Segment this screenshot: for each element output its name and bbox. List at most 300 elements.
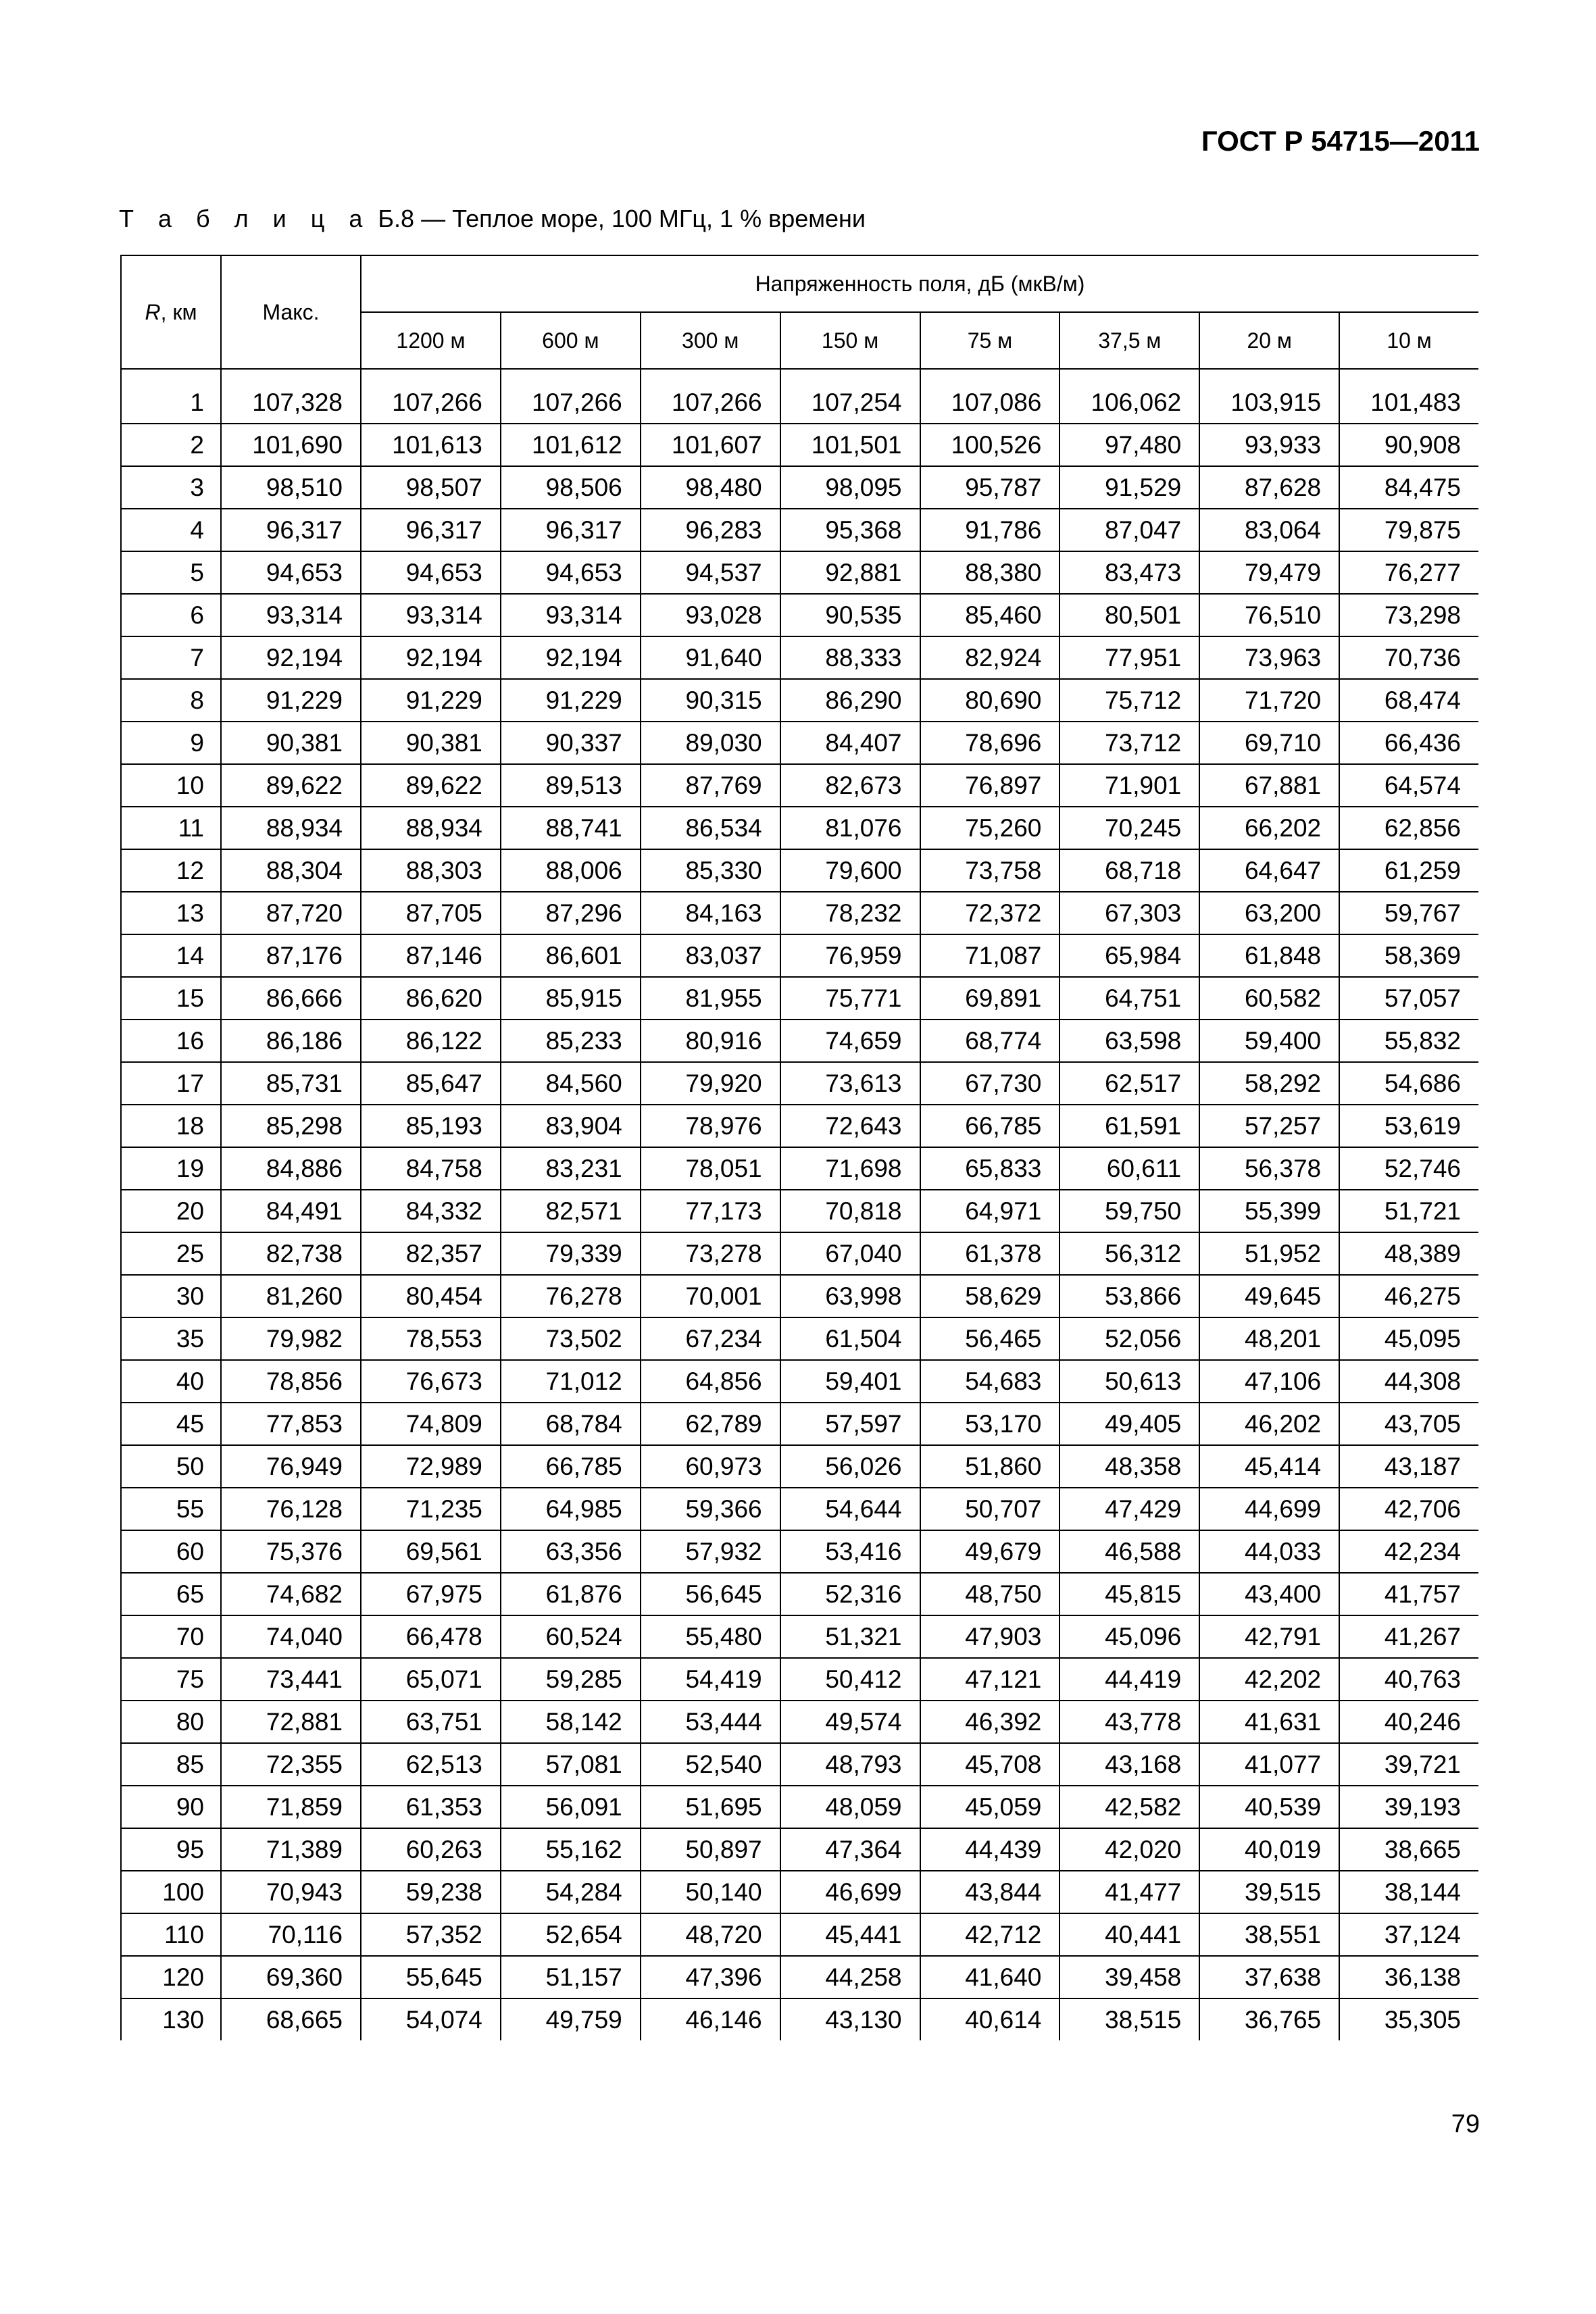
value-cell: 41,757 bbox=[1339, 1573, 1478, 1615]
value-cell: 39,458 bbox=[1059, 1956, 1199, 1998]
value-cell: 48,059 bbox=[780, 1786, 920, 1828]
table-row bbox=[121, 977, 1478, 1020]
value-cell: 90,381 bbox=[361, 722, 501, 764]
value-cell: 90,908 bbox=[1339, 424, 1478, 466]
value-cell: 83,064 bbox=[1199, 509, 1339, 551]
value-cell: 73,712 bbox=[1059, 722, 1199, 764]
value-cell: 48,389 bbox=[1339, 1232, 1478, 1275]
value-cell: 61,353 bbox=[361, 1786, 501, 1828]
value-cell: 58,369 bbox=[1339, 934, 1478, 977]
value-cell: 83,037 bbox=[641, 934, 780, 977]
value-cell: 47,106 bbox=[1199, 1360, 1339, 1403]
value-cell: 40,441 bbox=[1059, 1913, 1199, 1956]
value-cell: 101,613 bbox=[361, 424, 501, 466]
max-value-cell: 72,355 bbox=[221, 1743, 361, 1786]
value-cell: 66,785 bbox=[501, 1445, 641, 1488]
value-cell: 57,352 bbox=[361, 1913, 501, 1956]
value-cell: 72,643 bbox=[780, 1105, 920, 1147]
value-cell: 70,001 bbox=[641, 1275, 780, 1317]
max-value-cell: 84,491 bbox=[221, 1190, 361, 1232]
value-cell: 93,028 bbox=[641, 594, 780, 636]
distance-cell: 6 bbox=[121, 594, 221, 636]
max-value-cell: 82,738 bbox=[221, 1232, 361, 1275]
table-row bbox=[121, 1701, 1478, 1743]
distance-cell: 19 bbox=[121, 1147, 221, 1190]
max-value-cell: 88,934 bbox=[221, 807, 361, 849]
value-cell: 53,416 bbox=[780, 1530, 920, 1573]
table-row bbox=[121, 1275, 1478, 1317]
value-cell: 83,473 bbox=[1059, 551, 1199, 594]
value-cell: 82,924 bbox=[920, 636, 1060, 679]
caption-dash: — bbox=[421, 205, 446, 232]
value-cell: 93,933 bbox=[1199, 424, 1339, 466]
distance-cell: 13 bbox=[121, 892, 221, 934]
value-cell: 86,290 bbox=[780, 679, 920, 722]
header-height: 150 м bbox=[780, 312, 920, 369]
value-cell: 62,513 bbox=[361, 1743, 501, 1786]
value-cell: 43,705 bbox=[1339, 1403, 1478, 1445]
table-row bbox=[121, 679, 1478, 722]
max-value-cell: 70,116 bbox=[221, 1913, 361, 1956]
value-cell: 63,751 bbox=[361, 1701, 501, 1743]
value-cell: 64,985 bbox=[501, 1488, 641, 1530]
value-cell: 60,263 bbox=[361, 1828, 501, 1871]
value-cell: 53,866 bbox=[1059, 1275, 1199, 1317]
value-cell: 72,989 bbox=[361, 1445, 501, 1488]
value-cell: 73,298 bbox=[1339, 594, 1478, 636]
value-cell: 86,620 bbox=[361, 977, 501, 1020]
value-cell: 48,750 bbox=[920, 1573, 1060, 1615]
distance-cell: 4 bbox=[121, 509, 221, 551]
value-cell: 60,524 bbox=[501, 1615, 641, 1658]
max-value-cell: 86,666 bbox=[221, 977, 361, 1020]
distance-cell: 100 bbox=[121, 1871, 221, 1913]
value-cell: 79,479 bbox=[1199, 551, 1339, 594]
value-cell: 43,844 bbox=[920, 1871, 1060, 1913]
value-cell: 87,146 bbox=[361, 934, 501, 977]
value-cell: 88,303 bbox=[361, 849, 501, 892]
value-cell: 84,332 bbox=[361, 1190, 501, 1232]
distance-cell: 5 bbox=[121, 551, 221, 594]
table-row bbox=[121, 1913, 1478, 1956]
value-cell: 76,510 bbox=[1199, 594, 1339, 636]
value-cell: 84,163 bbox=[641, 892, 780, 934]
value-cell: 45,414 bbox=[1199, 1445, 1339, 1488]
value-cell: 56,026 bbox=[780, 1445, 920, 1488]
value-cell: 76,673 bbox=[361, 1360, 501, 1403]
value-cell: 38,665 bbox=[1339, 1828, 1478, 1871]
value-cell: 45,708 bbox=[920, 1743, 1060, 1786]
value-cell: 44,308 bbox=[1339, 1360, 1478, 1403]
value-cell: 45,096 bbox=[1059, 1615, 1199, 1658]
value-cell: 43,778 bbox=[1059, 1701, 1199, 1743]
value-cell: 41,631 bbox=[1199, 1701, 1339, 1743]
value-cell: 50,140 bbox=[641, 1871, 780, 1913]
max-value-cell: 70,943 bbox=[221, 1871, 361, 1913]
value-cell: 81,076 bbox=[780, 807, 920, 849]
value-cell: 39,515 bbox=[1199, 1871, 1339, 1913]
page-number: 79 bbox=[1451, 2110, 1480, 2138]
value-cell: 51,860 bbox=[920, 1445, 1060, 1488]
value-cell: 47,121 bbox=[920, 1658, 1060, 1701]
value-cell: 37,124 bbox=[1339, 1913, 1478, 1956]
value-cell: 67,303 bbox=[1059, 892, 1199, 934]
value-cell: 64,856 bbox=[641, 1360, 780, 1403]
value-cell: 39,721 bbox=[1339, 1743, 1478, 1786]
value-cell: 45,441 bbox=[780, 1913, 920, 1956]
table-row bbox=[121, 1445, 1478, 1488]
value-cell: 94,653 bbox=[501, 551, 641, 594]
value-cell: 44,258 bbox=[780, 1956, 920, 1998]
value-cell: 40,246 bbox=[1339, 1701, 1478, 1743]
value-cell: 76,897 bbox=[920, 764, 1060, 807]
table-row bbox=[121, 722, 1478, 764]
value-cell: 59,366 bbox=[641, 1488, 780, 1530]
value-cell: 96,317 bbox=[361, 509, 501, 551]
value-cell: 78,232 bbox=[780, 892, 920, 934]
value-cell: 39,193 bbox=[1339, 1786, 1478, 1828]
value-cell: 46,202 bbox=[1199, 1403, 1339, 1445]
value-cell: 89,513 bbox=[501, 764, 641, 807]
table-row bbox=[121, 764, 1478, 807]
value-cell: 56,378 bbox=[1199, 1147, 1339, 1190]
value-cell: 42,712 bbox=[920, 1913, 1060, 1956]
value-cell: 43,187 bbox=[1339, 1445, 1478, 1488]
value-cell: 73,613 bbox=[780, 1062, 920, 1105]
value-cell: 54,683 bbox=[920, 1360, 1060, 1403]
value-cell: 49,405 bbox=[1059, 1403, 1199, 1445]
value-cell: 50,897 bbox=[641, 1828, 780, 1871]
value-cell: 90,337 bbox=[501, 722, 641, 764]
value-cell: 51,321 bbox=[780, 1615, 920, 1658]
value-cell: 52,746 bbox=[1339, 1147, 1478, 1190]
value-cell: 56,465 bbox=[920, 1317, 1060, 1360]
value-cell: 44,419 bbox=[1059, 1658, 1199, 1701]
header-height: 10 м bbox=[1339, 312, 1478, 369]
value-cell: 67,881 bbox=[1199, 764, 1339, 807]
value-cell: 36,138 bbox=[1339, 1956, 1478, 1998]
value-cell: 66,478 bbox=[361, 1615, 501, 1658]
value-cell: 55,832 bbox=[1339, 1020, 1478, 1062]
header-height: 75 м bbox=[920, 312, 1060, 369]
value-cell: 58,292 bbox=[1199, 1062, 1339, 1105]
value-cell: 88,333 bbox=[780, 636, 920, 679]
value-cell: 68,474 bbox=[1339, 679, 1478, 722]
value-cell: 41,077 bbox=[1199, 1743, 1339, 1786]
value-cell: 46,392 bbox=[920, 1701, 1060, 1743]
value-cell: 91,529 bbox=[1059, 466, 1199, 509]
value-cell: 55,162 bbox=[501, 1828, 641, 1871]
value-cell: 69,710 bbox=[1199, 722, 1339, 764]
value-cell: 92,194 bbox=[501, 636, 641, 679]
value-cell: 57,081 bbox=[501, 1743, 641, 1786]
max-value-cell: 77,853 bbox=[221, 1403, 361, 1445]
value-cell: 84,407 bbox=[780, 722, 920, 764]
table-row bbox=[121, 1530, 1478, 1573]
distance-cell: 40 bbox=[121, 1360, 221, 1403]
distance-cell: 110 bbox=[121, 1913, 221, 1956]
value-cell: 87,628 bbox=[1199, 466, 1339, 509]
value-cell: 107,266 bbox=[361, 382, 501, 424]
header-height: 1200 м bbox=[361, 312, 501, 369]
value-cell: 46,699 bbox=[780, 1871, 920, 1913]
value-cell: 87,705 bbox=[361, 892, 501, 934]
value-cell: 42,791 bbox=[1199, 1615, 1339, 1658]
value-cell: 67,730 bbox=[920, 1062, 1060, 1105]
table-row bbox=[121, 934, 1478, 977]
value-cell: 54,686 bbox=[1339, 1062, 1478, 1105]
max-value-cell: 71,859 bbox=[221, 1786, 361, 1828]
table-row bbox=[121, 636, 1478, 679]
max-value-cell: 88,304 bbox=[221, 849, 361, 892]
value-cell: 43,168 bbox=[1059, 1743, 1199, 1786]
header-gap bbox=[121, 369, 221, 382]
value-cell: 91,640 bbox=[641, 636, 780, 679]
value-cell: 65,833 bbox=[920, 1147, 1060, 1190]
table-row bbox=[121, 1658, 1478, 1701]
value-cell: 44,439 bbox=[920, 1828, 1060, 1871]
value-cell: 71,235 bbox=[361, 1488, 501, 1530]
table-row bbox=[121, 1403, 1478, 1445]
value-cell: 43,400 bbox=[1199, 1573, 1339, 1615]
value-cell: 98,095 bbox=[780, 466, 920, 509]
value-cell: 91,786 bbox=[920, 509, 1060, 551]
value-cell: 84,758 bbox=[361, 1147, 501, 1190]
distance-cell: 95 bbox=[121, 1828, 221, 1871]
distance-cell: 7 bbox=[121, 636, 221, 679]
max-value-cell: 68,665 bbox=[221, 1998, 361, 2040]
value-cell: 107,266 bbox=[501, 382, 641, 424]
max-value-cell: 69,360 bbox=[221, 1956, 361, 1998]
value-cell: 49,679 bbox=[920, 1530, 1060, 1573]
max-value-cell: 92,194 bbox=[221, 636, 361, 679]
table-row bbox=[121, 594, 1478, 636]
value-cell: 71,720 bbox=[1199, 679, 1339, 722]
value-cell: 56,312 bbox=[1059, 1232, 1199, 1275]
value-cell: 89,030 bbox=[641, 722, 780, 764]
header-height: 20 м bbox=[1199, 312, 1339, 369]
value-cell: 75,712 bbox=[1059, 679, 1199, 722]
value-cell: 96,317 bbox=[501, 509, 641, 551]
distance-cell: 2 bbox=[121, 424, 221, 466]
max-value-cell: 81,260 bbox=[221, 1275, 361, 1317]
distance-cell: 85 bbox=[121, 1743, 221, 1786]
distance-cell: 3 bbox=[121, 466, 221, 509]
table-row bbox=[121, 1998, 1478, 2040]
value-cell: 63,356 bbox=[501, 1530, 641, 1573]
value-cell: 101,612 bbox=[501, 424, 641, 466]
value-cell: 107,086 bbox=[920, 382, 1060, 424]
value-cell: 94,537 bbox=[641, 551, 780, 594]
table-container bbox=[120, 255, 1478, 2088]
value-cell: 66,785 bbox=[920, 1105, 1060, 1147]
value-cell: 51,952 bbox=[1199, 1232, 1339, 1275]
value-cell: 101,607 bbox=[641, 424, 780, 466]
value-cell: 62,856 bbox=[1339, 807, 1478, 849]
field-strength-table bbox=[120, 255, 1478, 2040]
value-cell: 64,574 bbox=[1339, 764, 1478, 807]
value-cell: 100,526 bbox=[920, 424, 1060, 466]
distance-cell: 30 bbox=[121, 1275, 221, 1317]
value-cell: 36,765 bbox=[1199, 1998, 1339, 2040]
caption-label: Т а б л и ц а bbox=[119, 205, 372, 232]
value-cell: 62,517 bbox=[1059, 1062, 1199, 1105]
max-value-cell: 89,622 bbox=[221, 764, 361, 807]
value-cell: 52,056 bbox=[1059, 1317, 1199, 1360]
distance-cell: 17 bbox=[121, 1062, 221, 1105]
value-cell: 52,540 bbox=[641, 1743, 780, 1786]
max-value-cell: 76,128 bbox=[221, 1488, 361, 1530]
value-cell: 85,915 bbox=[501, 977, 641, 1020]
value-cell: 41,640 bbox=[920, 1956, 1060, 1998]
value-cell: 57,257 bbox=[1199, 1105, 1339, 1147]
value-cell: 91,229 bbox=[501, 679, 641, 722]
table-row bbox=[121, 1020, 1478, 1062]
value-cell: 52,654 bbox=[501, 1913, 641, 1956]
value-cell: 95,368 bbox=[780, 509, 920, 551]
header-height: 300 м bbox=[641, 312, 780, 369]
value-cell: 61,591 bbox=[1059, 1105, 1199, 1147]
value-cell: 78,976 bbox=[641, 1105, 780, 1147]
value-cell: 68,718 bbox=[1059, 849, 1199, 892]
value-cell: 46,588 bbox=[1059, 1530, 1199, 1573]
value-cell: 76,959 bbox=[780, 934, 920, 977]
distance-cell: 70 bbox=[121, 1615, 221, 1658]
value-cell: 65,071 bbox=[361, 1658, 501, 1701]
value-cell: 77,173 bbox=[641, 1190, 780, 1232]
value-cell: 74,809 bbox=[361, 1403, 501, 1445]
table-row bbox=[121, 1488, 1478, 1530]
value-cell: 86,534 bbox=[641, 807, 780, 849]
value-cell: 94,653 bbox=[361, 551, 501, 594]
distance-cell: 45 bbox=[121, 1403, 221, 1445]
table-row bbox=[121, 1871, 1478, 1913]
max-value-cell: 73,441 bbox=[221, 1658, 361, 1701]
value-cell: 51,695 bbox=[641, 1786, 780, 1828]
value-cell: 79,920 bbox=[641, 1062, 780, 1105]
value-cell: 82,357 bbox=[361, 1232, 501, 1275]
value-cell: 61,504 bbox=[780, 1317, 920, 1360]
value-cell: 97,480 bbox=[1059, 424, 1199, 466]
value-cell: 40,763 bbox=[1339, 1658, 1478, 1701]
value-cell: 45,059 bbox=[920, 1786, 1060, 1828]
value-cell: 77,951 bbox=[1059, 636, 1199, 679]
value-cell: 59,750 bbox=[1059, 1190, 1199, 1232]
value-cell: 48,358 bbox=[1059, 1445, 1199, 1488]
value-cell: 43,130 bbox=[780, 1998, 920, 2040]
table-row bbox=[121, 1062, 1478, 1105]
value-cell: 71,698 bbox=[780, 1147, 920, 1190]
value-cell: 51,721 bbox=[1339, 1190, 1478, 1232]
value-cell: 86,601 bbox=[501, 934, 641, 977]
table-row bbox=[121, 382, 1478, 424]
value-cell: 92,194 bbox=[361, 636, 501, 679]
value-cell: 93,314 bbox=[361, 594, 501, 636]
table-row bbox=[121, 466, 1478, 509]
distance-cell: 55 bbox=[121, 1488, 221, 1530]
value-cell: 42,020 bbox=[1059, 1828, 1199, 1871]
value-cell: 40,019 bbox=[1199, 1828, 1339, 1871]
value-cell: 57,597 bbox=[780, 1403, 920, 1445]
value-cell: 46,275 bbox=[1339, 1275, 1478, 1317]
distance-cell: 75 bbox=[121, 1658, 221, 1701]
value-cell: 84,560 bbox=[501, 1062, 641, 1105]
value-cell: 75,260 bbox=[920, 807, 1060, 849]
value-cell: 59,767 bbox=[1339, 892, 1478, 934]
max-value-cell: 96,317 bbox=[221, 509, 361, 551]
value-cell: 61,876 bbox=[501, 1573, 641, 1615]
value-cell: 70,245 bbox=[1059, 807, 1199, 849]
max-value-cell: 107,328 bbox=[221, 382, 361, 424]
table-row bbox=[121, 1956, 1478, 1998]
value-cell: 59,238 bbox=[361, 1871, 501, 1913]
value-cell: 78,051 bbox=[641, 1147, 780, 1190]
distance-cell: 120 bbox=[121, 1956, 221, 1998]
value-cell: 44,699 bbox=[1199, 1488, 1339, 1530]
value-cell: 60,582 bbox=[1199, 977, 1339, 1020]
header-field-strength: Напряженность поля, дБ (мкВ/м) bbox=[361, 255, 1478, 312]
value-cell: 103,915 bbox=[1199, 382, 1339, 424]
distance-cell: 10 bbox=[121, 764, 221, 807]
value-cell: 55,399 bbox=[1199, 1190, 1339, 1232]
value-cell: 86,122 bbox=[361, 1020, 501, 1062]
value-cell: 35,305 bbox=[1339, 1998, 1478, 2040]
value-cell: 45,095 bbox=[1339, 1317, 1478, 1360]
value-cell: 54,074 bbox=[361, 1998, 501, 2040]
distance-cell: 25 bbox=[121, 1232, 221, 1275]
value-cell: 71,012 bbox=[501, 1360, 641, 1403]
value-cell: 56,091 bbox=[501, 1786, 641, 1828]
value-cell: 80,690 bbox=[920, 679, 1060, 722]
value-cell: 87,296 bbox=[501, 892, 641, 934]
value-cell: 87,769 bbox=[641, 764, 780, 807]
value-cell: 37,638 bbox=[1199, 1956, 1339, 1998]
value-cell: 87,047 bbox=[1059, 509, 1199, 551]
value-cell: 88,741 bbox=[501, 807, 641, 849]
value-cell: 51,157 bbox=[501, 1956, 641, 1998]
value-cell: 79,600 bbox=[780, 849, 920, 892]
max-value-cell: 78,856 bbox=[221, 1360, 361, 1403]
value-cell: 41,267 bbox=[1339, 1615, 1478, 1658]
value-cell: 42,202 bbox=[1199, 1658, 1339, 1701]
value-cell: 69,891 bbox=[920, 977, 1060, 1020]
value-cell: 69,561 bbox=[361, 1530, 501, 1573]
max-value-cell: 91,229 bbox=[221, 679, 361, 722]
value-cell: 42,234 bbox=[1339, 1530, 1478, 1573]
value-cell: 79,875 bbox=[1339, 509, 1478, 551]
value-cell: 38,144 bbox=[1339, 1871, 1478, 1913]
value-cell: 72,372 bbox=[920, 892, 1060, 934]
value-cell: 64,751 bbox=[1059, 977, 1199, 1020]
value-cell: 63,998 bbox=[780, 1275, 920, 1317]
value-cell: 67,975 bbox=[361, 1573, 501, 1615]
value-cell: 78,696 bbox=[920, 722, 1060, 764]
value-cell: 73,278 bbox=[641, 1232, 780, 1275]
table-row bbox=[121, 1743, 1478, 1786]
max-value-cell: 87,720 bbox=[221, 892, 361, 934]
distance-cell: 16 bbox=[121, 1020, 221, 1062]
distance-cell: 1 bbox=[121, 382, 221, 424]
value-cell: 88,380 bbox=[920, 551, 1060, 594]
value-cell: 92,881 bbox=[780, 551, 920, 594]
table-row bbox=[121, 807, 1478, 849]
value-cell: 107,266 bbox=[641, 382, 780, 424]
value-cell: 107,254 bbox=[780, 382, 920, 424]
table-row bbox=[121, 1190, 1478, 1232]
value-cell: 89,622 bbox=[361, 764, 501, 807]
value-cell: 49,645 bbox=[1199, 1275, 1339, 1317]
max-value-cell: 87,176 bbox=[221, 934, 361, 977]
